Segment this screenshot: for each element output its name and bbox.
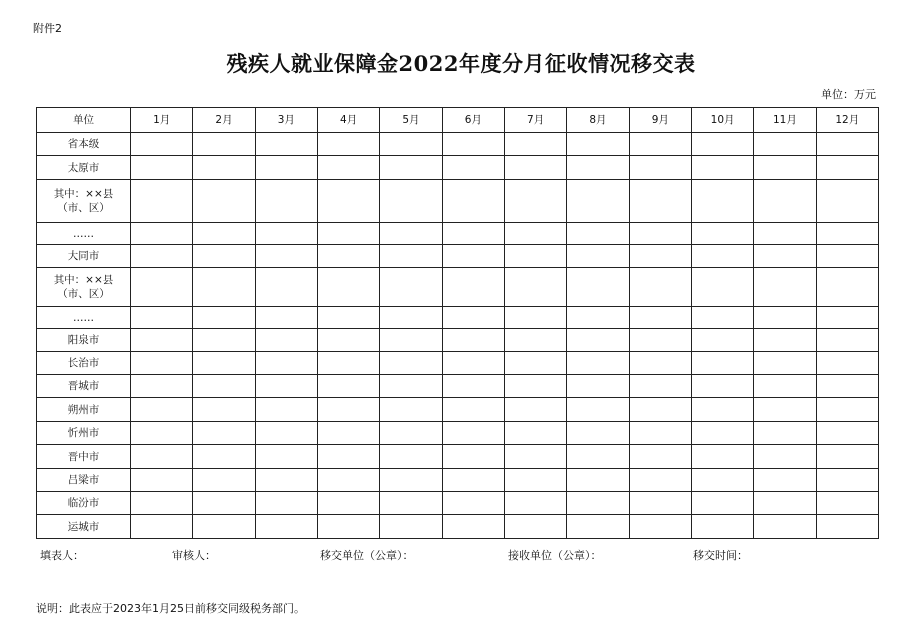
data-cell[interactable] [816, 352, 878, 375]
data-cell[interactable] [131, 398, 193, 422]
row-label: 忻州市 [37, 422, 131, 445]
data-cell[interactable] [567, 515, 629, 539]
data-cell[interactable] [193, 329, 255, 352]
data-cell[interactable] [255, 398, 317, 422]
data-cell[interactable] [131, 492, 193, 515]
data-cell[interactable] [691, 375, 753, 398]
data-cell[interactable] [131, 180, 193, 223]
data-cell[interactable] [567, 329, 629, 352]
data-cell[interactable] [567, 156, 629, 180]
data-cell[interactable] [504, 515, 566, 539]
data-cell[interactable] [255, 445, 317, 469]
data-cell[interactable] [193, 223, 255, 245]
receiving-unit-label: 接收单位（公章）： [508, 549, 602, 562]
data-cell[interactable] [317, 492, 379, 515]
row-label: 吕梁市 [37, 469, 131, 492]
reviewer-label: 审核人： [172, 549, 216, 562]
table-body [37, 133, 879, 539]
data-cell[interactable] [255, 352, 317, 375]
data-cell[interactable] [380, 515, 442, 539]
data-cell[interactable] [504, 268, 566, 307]
filler-label: 填表人： [40, 549, 84, 562]
data-cell[interactable] [504, 133, 566, 156]
data-cell[interactable] [131, 133, 193, 156]
data-cell[interactable] [193, 156, 255, 180]
table-row [37, 352, 879, 375]
data-cell[interactable] [442, 156, 504, 180]
attachment-label: 附件2 [33, 22, 62, 35]
transfer-time-label: 移交时间： [693, 549, 748, 562]
data-cell[interactable] [691, 492, 753, 515]
data-cell[interactable] [255, 180, 317, 223]
data-cell[interactable] [504, 307, 566, 329]
data-cell[interactable] [691, 329, 753, 352]
row-label: 大同市 [37, 245, 131, 268]
data-cell[interactable] [816, 469, 878, 492]
table-row [37, 375, 879, 398]
header-month: 7月 [504, 108, 566, 133]
data-cell[interactable] [380, 268, 442, 307]
data-cell[interactable] [816, 307, 878, 329]
data-cell[interactable] [193, 445, 255, 469]
data-cell[interactable] [754, 515, 816, 539]
table-row [37, 156, 879, 180]
data-cell[interactable] [629, 245, 691, 268]
data-cell[interactable] [504, 469, 566, 492]
data-cell[interactable] [691, 268, 753, 307]
data-cell[interactable] [754, 180, 816, 223]
data-cell[interactable] [629, 398, 691, 422]
data-cell[interactable] [380, 133, 442, 156]
data-cell[interactable] [691, 469, 753, 492]
data-cell[interactable] [629, 469, 691, 492]
data-cell[interactable] [504, 492, 566, 515]
data-cell[interactable] [691, 156, 753, 180]
row-label: 阳泉市 [37, 329, 131, 352]
data-cell[interactable] [131, 352, 193, 375]
data-cell[interactable] [504, 445, 566, 469]
data-cell[interactable] [193, 268, 255, 307]
data-cell[interactable] [504, 422, 566, 445]
data-cell[interactable] [131, 268, 193, 307]
row-label: 晋中市 [37, 445, 131, 469]
row-label: …… [37, 223, 131, 245]
table-row [37, 245, 879, 268]
data-cell[interactable] [629, 492, 691, 515]
row-label: 临汾市 [37, 492, 131, 515]
data-cell[interactable] [629, 422, 691, 445]
data-cell[interactable] [754, 245, 816, 268]
data-cell[interactable] [754, 223, 816, 245]
header-month: 2月 [193, 108, 255, 133]
data-cell[interactable] [691, 245, 753, 268]
data-cell[interactable] [255, 375, 317, 398]
data-cell[interactable] [317, 469, 379, 492]
data-cell[interactable] [504, 375, 566, 398]
data-cell[interactable] [317, 398, 379, 422]
data-cell[interactable] [317, 307, 379, 329]
data-cell[interactable] [131, 307, 193, 329]
data-cell[interactable] [567, 398, 629, 422]
data-cell[interactable] [816, 515, 878, 539]
data-cell[interactable] [754, 398, 816, 422]
data-cell[interactable] [380, 375, 442, 398]
data-cell[interactable] [567, 180, 629, 223]
table-row [37, 469, 879, 492]
data-cell[interactable] [504, 245, 566, 268]
data-cell[interactable] [442, 133, 504, 156]
data-cell[interactable] [754, 375, 816, 398]
data-cell[interactable] [504, 156, 566, 180]
note: 说明：此表应于2023年1月25日前移交同级税务部门。 [36, 602, 305, 615]
row-label: 晋城市 [37, 375, 131, 398]
data-cell[interactable] [816, 245, 878, 268]
data-cell[interactable] [816, 445, 878, 469]
data-cell[interactable] [317, 352, 379, 375]
data-cell[interactable] [816, 223, 878, 245]
data-cell[interactable] [380, 329, 442, 352]
row-label: …… [37, 307, 131, 329]
data-cell[interactable] [754, 133, 816, 156]
data-cell[interactable] [567, 223, 629, 245]
data-cell[interactable] [442, 469, 504, 492]
table-row [37, 422, 879, 445]
data-cell[interactable] [131, 515, 193, 539]
data-cell[interactable] [255, 329, 317, 352]
data-cell[interactable] [691, 133, 753, 156]
data-cell[interactable] [567, 268, 629, 307]
header-month: 6月 [442, 108, 504, 133]
data-cell[interactable] [317, 245, 379, 268]
data-cell[interactable] [629, 268, 691, 307]
data-cell[interactable] [255, 133, 317, 156]
table-row [37, 133, 879, 156]
data-cell[interactable] [193, 245, 255, 268]
transfer-table [36, 107, 879, 539]
table-row [37, 307, 879, 329]
header-month: 12月 [816, 108, 878, 133]
data-cell[interactable] [380, 492, 442, 515]
page-title: 残疾人就业保障金2022年度分月征收情况移交表 [226, 51, 696, 76]
data-cell[interactable] [442, 398, 504, 422]
table-row [37, 445, 879, 469]
data-cell[interactable] [754, 422, 816, 445]
data-cell[interactable] [567, 245, 629, 268]
data-cell[interactable] [380, 445, 442, 469]
data-cell[interactable] [380, 223, 442, 245]
row-label: 其中：××县 （市、区） [37, 268, 131, 307]
row-label: 太原市 [37, 156, 131, 180]
header-row [37, 108, 879, 133]
data-cell[interactable] [193, 375, 255, 398]
data-cell[interactable] [317, 180, 379, 223]
data-cell[interactable] [131, 445, 193, 469]
data-cell[interactable] [193, 515, 255, 539]
table-row [37, 268, 879, 307]
table-row [37, 329, 879, 352]
data-cell[interactable] [317, 156, 379, 180]
data-cell[interactable] [629, 156, 691, 180]
header-month: 4月 [317, 108, 379, 133]
header-month: 10月 [691, 108, 753, 133]
data-cell[interactable] [193, 469, 255, 492]
data-cell[interactable] [255, 492, 317, 515]
data-cell[interactable] [567, 352, 629, 375]
data-cell[interactable] [754, 156, 816, 180]
data-cell[interactable] [380, 245, 442, 268]
row-label: 省本级 [37, 133, 131, 156]
data-cell[interactable] [629, 329, 691, 352]
data-cell[interactable] [193, 352, 255, 375]
table-row [37, 180, 879, 223]
table-row [37, 515, 879, 539]
data-cell[interactable] [816, 180, 878, 223]
data-cell[interactable] [567, 469, 629, 492]
data-cell[interactable] [255, 307, 317, 329]
data-cell[interactable] [629, 223, 691, 245]
data-cell[interactable] [131, 422, 193, 445]
data-cell[interactable] [691, 180, 753, 223]
data-cell[interactable] [442, 422, 504, 445]
data-cell[interactable] [442, 223, 504, 245]
data-cell[interactable] [816, 375, 878, 398]
data-cell[interactable] [442, 515, 504, 539]
data-cell[interactable] [629, 375, 691, 398]
data-cell[interactable] [131, 223, 193, 245]
data-cell[interactable] [504, 329, 566, 352]
data-cell[interactable] [255, 268, 317, 307]
row-label: 长治市 [37, 352, 131, 375]
data-cell[interactable] [567, 133, 629, 156]
data-cell[interactable] [442, 352, 504, 375]
data-cell[interactable] [131, 245, 193, 268]
header-month: 9月 [629, 108, 691, 133]
data-cell[interactable] [255, 223, 317, 245]
data-cell[interactable] [816, 133, 878, 156]
data-cell[interactable] [317, 329, 379, 352]
data-cell[interactable] [380, 398, 442, 422]
data-cell[interactable] [504, 352, 566, 375]
data-cell[interactable] [816, 422, 878, 445]
data-cell[interactable] [816, 156, 878, 180]
data-cell[interactable] [131, 329, 193, 352]
data-cell[interactable] [255, 515, 317, 539]
data-cell[interactable] [380, 156, 442, 180]
data-cell[interactable] [754, 469, 816, 492]
data-cell[interactable] [442, 307, 504, 329]
data-cell[interactable] [816, 329, 878, 352]
data-cell[interactable] [754, 352, 816, 375]
data-cell[interactable] [754, 329, 816, 352]
header-unit: 单位 [37, 108, 131, 133]
header-month: 1月 [131, 108, 193, 133]
data-cell[interactable] [442, 492, 504, 515]
data-cell[interactable] [131, 375, 193, 398]
data-cell[interactable] [380, 422, 442, 445]
table-header [37, 108, 879, 133]
data-cell[interactable] [131, 469, 193, 492]
data-cell[interactable] [255, 469, 317, 492]
data-cell[interactable] [317, 445, 379, 469]
data-cell[interactable] [317, 515, 379, 539]
data-cell[interactable] [754, 307, 816, 329]
data-cell[interactable] [504, 223, 566, 245]
data-cell[interactable] [691, 445, 753, 469]
data-cell[interactable] [504, 398, 566, 422]
data-cell[interactable] [691, 422, 753, 445]
unit-note: 单位：万元 [821, 88, 876, 101]
data-cell[interactable] [193, 398, 255, 422]
data-cell[interactable] [193, 133, 255, 156]
data-cell[interactable] [567, 422, 629, 445]
header-month: 3月 [255, 108, 317, 133]
data-cell[interactable] [442, 445, 504, 469]
table-row [37, 398, 879, 422]
data-cell[interactable] [754, 492, 816, 515]
data-cell[interactable] [691, 352, 753, 375]
data-cell[interactable] [317, 133, 379, 156]
data-cell[interactable] [255, 245, 317, 268]
table-row [37, 492, 879, 515]
data-cell[interactable] [380, 307, 442, 329]
data-cell[interactable] [504, 180, 566, 223]
data-cell[interactable] [317, 375, 379, 398]
data-cell[interactable] [567, 492, 629, 515]
data-cell[interactable] [442, 180, 504, 223]
transfer-unit-label: 移交单位（公章）： [320, 549, 414, 562]
data-cell[interactable] [193, 422, 255, 445]
data-cell[interactable] [629, 352, 691, 375]
data-cell[interactable] [629, 307, 691, 329]
data-cell[interactable] [442, 329, 504, 352]
data-cell[interactable] [691, 515, 753, 539]
data-cell[interactable] [442, 375, 504, 398]
data-cell[interactable] [442, 268, 504, 307]
row-label: 运城市 [37, 515, 131, 539]
data-cell[interactable] [193, 307, 255, 329]
data-cell[interactable] [567, 307, 629, 329]
data-cell[interactable] [317, 223, 379, 245]
data-cell[interactable] [380, 469, 442, 492]
data-cell[interactable] [816, 268, 878, 307]
header-month: 8月 [567, 108, 629, 133]
header-month: 5月 [380, 108, 442, 133]
data-cell[interactable] [131, 156, 193, 180]
data-cell[interactable] [567, 445, 629, 469]
data-cell[interactable] [317, 422, 379, 445]
row-label: 其中：××县 （市、区） [37, 180, 131, 223]
data-cell[interactable] [317, 268, 379, 307]
table-row [37, 223, 879, 245]
data-cell[interactable] [754, 445, 816, 469]
row-label: 朔州市 [37, 398, 131, 422]
data-cell[interactable] [629, 180, 691, 223]
data-cell[interactable] [193, 180, 255, 223]
data-cell[interactable] [816, 492, 878, 515]
data-cell[interactable] [691, 398, 753, 422]
header-month: 11月 [754, 108, 816, 133]
data-cell[interactable] [629, 133, 691, 156]
data-cell[interactable] [629, 445, 691, 469]
data-cell[interactable] [442, 245, 504, 268]
data-cell[interactable] [629, 515, 691, 539]
data-cell[interactable] [380, 352, 442, 375]
data-cell[interactable] [255, 422, 317, 445]
data-cell[interactable] [567, 375, 629, 398]
data-cell[interactable] [816, 398, 878, 422]
data-cell[interactable] [380, 180, 442, 223]
data-cell[interactable] [193, 492, 255, 515]
data-cell[interactable] [691, 223, 753, 245]
data-cell[interactable] [255, 156, 317, 180]
data-cell[interactable] [754, 268, 816, 307]
data-cell[interactable] [691, 307, 753, 329]
